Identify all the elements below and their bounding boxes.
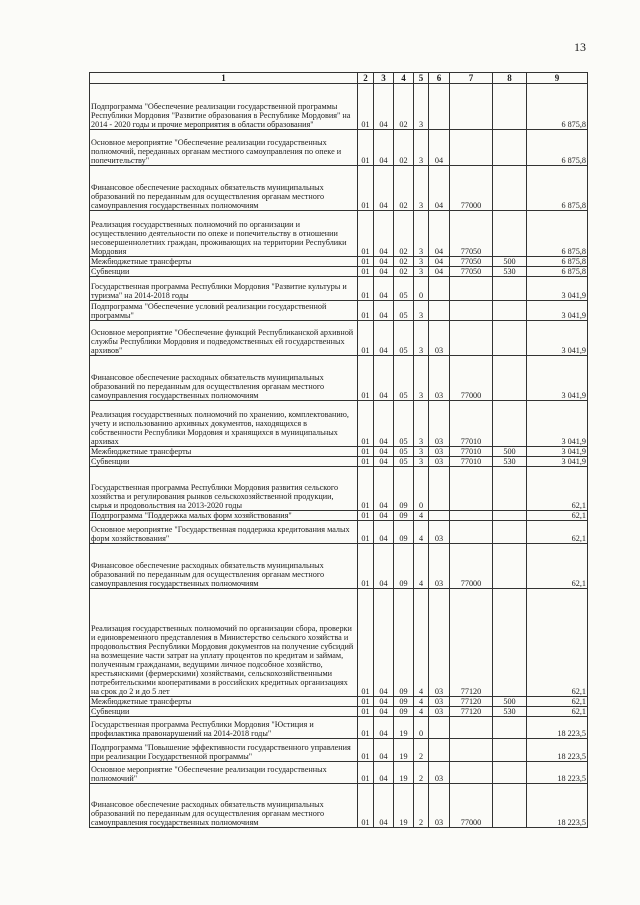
row-name: Государственная программа Республики Мордовия "Юстиция и профилактика правонарушений на 2014-2018 годы" <box>90 717 358 739</box>
code-direction <box>450 717 493 739</box>
code-subsection: 04 <box>374 267 394 277</box>
code-direction: 77010 <box>450 401 493 447</box>
row-amount: 62,1 <box>527 544 588 589</box>
code-subsection: 04 <box>374 739 394 762</box>
row-name: Государственная программа Республики Мордовия "Развитие культуры и туризма" на 2014-2018 годы <box>90 277 358 301</box>
code-subprogram: 3 <box>414 211 429 257</box>
table-row <box>90 447 588 457</box>
table-row <box>90 130 588 166</box>
row-name: Подпрограмма "Обеспечение реализации государственной программы Республики Мордовия "Развитие образования в Республике Мордовия" на 2014 - 2020 годы и прочие мероприятия в области образования" <box>90 84 358 130</box>
row-amount: 18 223,5 <box>527 784 588 828</box>
code-section: 01 <box>358 257 374 267</box>
code-section: 01 <box>358 697 374 707</box>
code-expense-type <box>493 356 527 401</box>
code-activity <box>429 739 450 762</box>
code-activity: 04 <box>429 211 450 257</box>
row-name: Основное мероприятие "Государственная поддержка кредитования малых форм хозяйствования" <box>90 521 358 544</box>
code-subprogram: 3 <box>414 321 429 356</box>
code-direction: 77010 <box>450 447 493 457</box>
table-row <box>90 321 588 356</box>
code-program: 09 <box>394 697 414 707</box>
table-row <box>90 257 588 267</box>
code-subprogram: 2 <box>414 762 429 784</box>
table-row <box>90 707 588 717</box>
code-activity: 03 <box>429 457 450 467</box>
code-program: 19 <box>394 739 414 762</box>
row-amount: 18 223,5 <box>527 762 588 784</box>
code-activity: 03 <box>429 356 450 401</box>
table-row <box>90 784 588 828</box>
row-amount: 62,1 <box>527 521 588 544</box>
code-program: 05 <box>394 277 414 301</box>
code-section: 01 <box>358 762 374 784</box>
code-direction <box>450 321 493 356</box>
table-row <box>90 697 588 707</box>
code-activity: 03 <box>429 707 450 717</box>
code-subprogram: 3 <box>414 130 429 166</box>
code-expense-type: 530 <box>493 267 527 277</box>
code-section: 01 <box>358 401 374 447</box>
code-expense-type: 500 <box>493 257 527 267</box>
code-program: 09 <box>394 521 414 544</box>
table-body <box>90 84 588 828</box>
table-row <box>90 211 588 257</box>
code-subsection: 04 <box>374 467 394 511</box>
header-cell: 3 <box>374 73 394 84</box>
table-row <box>90 267 588 277</box>
code-section: 01 <box>358 321 374 356</box>
code-program: 09 <box>394 544 414 589</box>
code-direction: 77010 <box>450 457 493 467</box>
row-name: Финансовое обеспечение расходных обязательств муниципальных образований по переданным для осуществления органам местного самоуправления государственных полномочиям <box>90 544 358 589</box>
row-name: Реализация государственных полномочий по организации и осуществлению деятельности по опеке и попечительству в отношении несовершеннолетних граждан, проживающих на территории Республики Мордовия <box>90 211 358 257</box>
code-subsection: 04 <box>374 84 394 130</box>
code-program: 19 <box>394 784 414 828</box>
row-name: Межбюджетные трансферты <box>90 257 358 267</box>
row-amount: 3 041,9 <box>527 321 588 356</box>
table-row <box>90 762 588 784</box>
code-expense-type <box>493 762 527 784</box>
code-direction: 77120 <box>450 589 493 697</box>
row-amount: 6 875,8 <box>527 211 588 257</box>
code-direction: 77000 <box>450 544 493 589</box>
code-expense-type <box>493 544 527 589</box>
code-expense-type <box>493 84 527 130</box>
code-program: 02 <box>394 257 414 267</box>
header-cell: 8 <box>493 73 527 84</box>
row-name: Государственная программа Республики Мордовия развития сельского хозяйства и регулирования рынков сельскохозяйственной продукции, сырья и продовольствия на 2013-2020 годы <box>90 467 358 511</box>
code-subprogram: 0 <box>414 467 429 511</box>
code-expense-type <box>493 211 527 257</box>
row-name: Подпрограмма "Повышение эффективности государственного управления при реализации Государственной программы" <box>90 739 358 762</box>
code-direction: 77050 <box>450 211 493 257</box>
row-name: Субвенции <box>90 457 358 467</box>
code-subprogram: 4 <box>414 511 429 521</box>
row-amount: 62,1 <box>527 589 588 697</box>
code-section: 01 <box>358 277 374 301</box>
page-number: 13 <box>574 40 586 54</box>
code-activity <box>429 511 450 521</box>
row-amount: 6 875,8 <box>527 166 588 211</box>
table-row <box>90 84 588 130</box>
code-subprogram: 3 <box>414 447 429 457</box>
table-row <box>90 739 588 762</box>
code-subsection: 04 <box>374 447 394 457</box>
code-section: 01 <box>358 717 374 739</box>
header-cell: 1 <box>90 73 358 84</box>
code-section: 01 <box>358 447 374 457</box>
code-program: 05 <box>394 447 414 457</box>
code-expense-type <box>493 717 527 739</box>
code-subprogram: 3 <box>414 301 429 321</box>
table-row <box>90 277 588 301</box>
row-name: Межбюджетные трансферты <box>90 447 358 457</box>
code-subprogram: 4 <box>414 544 429 589</box>
row-name: Финансовое обеспечение расходных обязательств муниципальных образований по переданным для осуществления органам местного самоуправления государственных полномочиям <box>90 784 358 828</box>
code-program: 19 <box>394 717 414 739</box>
code-activity <box>429 277 450 301</box>
code-direction <box>450 521 493 544</box>
code-direction <box>450 511 493 521</box>
code-subprogram: 0 <box>414 717 429 739</box>
table-row <box>90 521 588 544</box>
code-subsection: 04 <box>374 762 394 784</box>
code-expense-type <box>493 130 527 166</box>
row-amount: 62,1 <box>527 467 588 511</box>
code-subsection: 04 <box>374 697 394 707</box>
table-row <box>90 467 588 511</box>
row-amount: 6 875,8 <box>527 257 588 267</box>
code-subsection: 04 <box>374 257 394 267</box>
code-expense-type <box>493 301 527 321</box>
row-amount: 6 875,8 <box>527 130 588 166</box>
code-program: 02 <box>394 166 414 211</box>
row-name: Основное мероприятие "Обеспечение реализации государственных полномочий, переданных органам местного самоуправления по опеке и попечительству" <box>90 130 358 166</box>
code-program: 05 <box>394 321 414 356</box>
row-amount: 62,1 <box>527 511 588 521</box>
code-subsection: 04 <box>374 401 394 447</box>
code-activity: 03 <box>429 321 450 356</box>
row-amount: 18 223,5 <box>527 717 588 739</box>
code-activity: 03 <box>429 589 450 697</box>
code-section: 01 <box>358 544 374 589</box>
code-subsection: 04 <box>374 130 394 166</box>
code-section: 01 <box>358 130 374 166</box>
row-amount: 62,1 <box>527 707 588 717</box>
code-section: 01 <box>358 467 374 511</box>
code-section: 01 <box>358 356 374 401</box>
table-row <box>90 301 588 321</box>
code-expense-type <box>493 589 527 697</box>
row-amount: 3 041,9 <box>527 356 588 401</box>
code-program: 09 <box>394 707 414 717</box>
code-subprogram: 2 <box>414 784 429 828</box>
code-program: 09 <box>394 511 414 521</box>
code-direction <box>450 277 493 301</box>
code-expense-type <box>493 739 527 762</box>
code-subsection: 04 <box>374 457 394 467</box>
code-activity: 03 <box>429 544 450 589</box>
code-section: 01 <box>358 784 374 828</box>
code-section: 01 <box>358 521 374 544</box>
code-program: 02 <box>394 130 414 166</box>
table-row <box>90 511 588 521</box>
code-subprogram: 3 <box>414 457 429 467</box>
row-name: Межбюджетные трансферты <box>90 697 358 707</box>
code-subprogram: 4 <box>414 707 429 717</box>
code-subprogram: 4 <box>414 521 429 544</box>
code-section: 01 <box>358 267 374 277</box>
code-section: 01 <box>358 166 374 211</box>
code-subprogram: 3 <box>414 257 429 267</box>
code-subprogram: 3 <box>414 356 429 401</box>
row-name: Основное мероприятие "Обеспечение реализации государственных полномочий" <box>90 762 358 784</box>
code-section: 01 <box>358 211 374 257</box>
header-cell: 7 <box>450 73 493 84</box>
code-activity: 04 <box>429 130 450 166</box>
code-section: 01 <box>358 589 374 697</box>
code-expense-type: 530 <box>493 707 527 717</box>
code-subprogram: 3 <box>414 267 429 277</box>
table-row <box>90 457 588 467</box>
code-expense-type <box>493 784 527 828</box>
code-program: 05 <box>394 301 414 321</box>
code-section: 01 <box>358 511 374 521</box>
table-row <box>90 356 588 401</box>
code-subprogram: 4 <box>414 697 429 707</box>
code-subprogram: 4 <box>414 589 429 697</box>
code-expense-type <box>493 277 527 301</box>
header-cell: 4 <box>394 73 414 84</box>
code-section: 01 <box>358 739 374 762</box>
code-activity <box>429 717 450 739</box>
code-subsection: 04 <box>374 356 394 401</box>
code-expense-type <box>493 321 527 356</box>
header-cell: 5 <box>414 73 429 84</box>
code-subprogram: 2 <box>414 739 429 762</box>
code-activity: 04 <box>429 257 450 267</box>
code-activity: 03 <box>429 697 450 707</box>
code-activity <box>429 84 450 130</box>
code-subsection: 04 <box>374 589 394 697</box>
row-amount: 3 041,9 <box>527 277 588 301</box>
code-section: 01 <box>358 301 374 321</box>
code-expense-type <box>493 401 527 447</box>
code-direction: 77050 <box>450 267 493 277</box>
code-direction <box>450 130 493 166</box>
header-row <box>90 73 588 84</box>
code-program: 02 <box>394 267 414 277</box>
code-expense-type <box>493 511 527 521</box>
code-subsection: 04 <box>374 511 394 521</box>
code-expense-type: 530 <box>493 457 527 467</box>
code-subsection: 04 <box>374 211 394 257</box>
row-amount: 3 041,9 <box>527 301 588 321</box>
code-subsection: 04 <box>374 707 394 717</box>
code-expense-type: 500 <box>493 447 527 457</box>
row-name: Подпрограмма "Обеспечение условий реализации государственной программы" <box>90 301 358 321</box>
code-direction: 77120 <box>450 697 493 707</box>
row-name: Финансовое обеспечение расходных обязательств муниципальных образований по переданным для осуществления органам местного самоуправления государственных полномочиям <box>90 356 358 401</box>
code-program: 19 <box>394 762 414 784</box>
code-program: 02 <box>394 211 414 257</box>
header-cell: 9 <box>527 73 588 84</box>
code-subsection: 04 <box>374 166 394 211</box>
header-cell: 2 <box>358 73 374 84</box>
table-row <box>90 166 588 211</box>
code-direction <box>450 84 493 130</box>
code-activity <box>429 467 450 511</box>
code-program: 05 <box>394 401 414 447</box>
code-section: 01 <box>358 84 374 130</box>
code-direction <box>450 739 493 762</box>
code-program: 09 <box>394 467 414 511</box>
row-amount: 3 041,9 <box>527 447 588 457</box>
code-section: 01 <box>358 707 374 717</box>
code-subprogram: 0 <box>414 277 429 301</box>
row-amount: 18 223,5 <box>527 739 588 762</box>
code-program: 05 <box>394 356 414 401</box>
code-expense-type <box>493 467 527 511</box>
table-row <box>90 589 588 697</box>
code-direction <box>450 467 493 511</box>
row-name: Реализация государственных полномочий по хранению, комплектованию, учету и использованию архивных документов, находящихся в собственности Республики Мордовия и хранящихся в муниципальных архивах <box>90 401 358 447</box>
code-subprogram: 3 <box>414 401 429 447</box>
budget-table <box>89 72 588 828</box>
row-name: Реализация государственных полномочий по организации сбора, проверки и единовременного представления в Министерство сельского хозяйства и продовольствия Республики Мордовия документов на получение субсидий на возмещение части затрат на уплату процентов по кредитам и займам, полученным гражданами, ведущими личное подсобное хозяйство, крестьянскими (фермерскими) хозяйствами, сельскохозяйственными потребительскими кооперативами в российских кредитных организациях на срок до 2 и до 5 лет <box>90 589 358 697</box>
code-program: 05 <box>394 457 414 467</box>
code-expense-type <box>493 166 527 211</box>
code-subsection: 04 <box>374 521 394 544</box>
code-activity: 03 <box>429 447 450 457</box>
code-activity: 03 <box>429 762 450 784</box>
code-program: 02 <box>394 84 414 130</box>
code-direction: 77120 <box>450 707 493 717</box>
code-direction: 77000 <box>450 166 493 211</box>
table-row <box>90 544 588 589</box>
code-subsection: 04 <box>374 301 394 321</box>
code-direction: 77050 <box>450 257 493 267</box>
row-amount: 3 041,9 <box>527 401 588 447</box>
code-subsection: 04 <box>374 277 394 301</box>
code-section: 01 <box>358 457 374 467</box>
row-amount: 3 041,9 <box>527 457 588 467</box>
code-expense-type <box>493 521 527 544</box>
code-subprogram: 3 <box>414 166 429 211</box>
code-activity: 03 <box>429 521 450 544</box>
code-subsection: 04 <box>374 321 394 356</box>
code-activity: 03 <box>429 401 450 447</box>
row-name: Основное мероприятие "Обеспечение функций Республиканской архивной службы Республики Мордовия и подведомственных ей государственных архивов" <box>90 321 358 356</box>
code-direction: 77000 <box>450 356 493 401</box>
row-name: Финансовое обеспечение расходных обязательств муниципальных образований по переданным для осуществления органам местного самоуправления государственных полномочиям <box>90 166 358 211</box>
table-row <box>90 401 588 447</box>
header-cell: 6 <box>429 73 450 84</box>
table-row <box>90 717 588 739</box>
row-name: Подпрограмма "Поддержка малых форм хозяйствования" <box>90 511 358 521</box>
code-subsection: 04 <box>374 544 394 589</box>
code-subsection: 04 <box>374 784 394 828</box>
code-expense-type: 500 <box>493 697 527 707</box>
code-activity <box>429 301 450 321</box>
row-name: Субвенции <box>90 707 358 717</box>
row-amount: 6 875,8 <box>527 84 588 130</box>
code-activity: 04 <box>429 166 450 211</box>
code-program: 09 <box>394 589 414 697</box>
code-direction: 77000 <box>450 784 493 828</box>
code-activity: 04 <box>429 267 450 277</box>
row-name: Субвенции <box>90 267 358 277</box>
code-activity: 03 <box>429 784 450 828</box>
code-subprogram: 3 <box>414 84 429 130</box>
row-amount: 62,1 <box>527 697 588 707</box>
code-direction <box>450 762 493 784</box>
code-direction <box>450 301 493 321</box>
code-subsection: 04 <box>374 717 394 739</box>
row-amount: 6 875,8 <box>527 267 588 277</box>
